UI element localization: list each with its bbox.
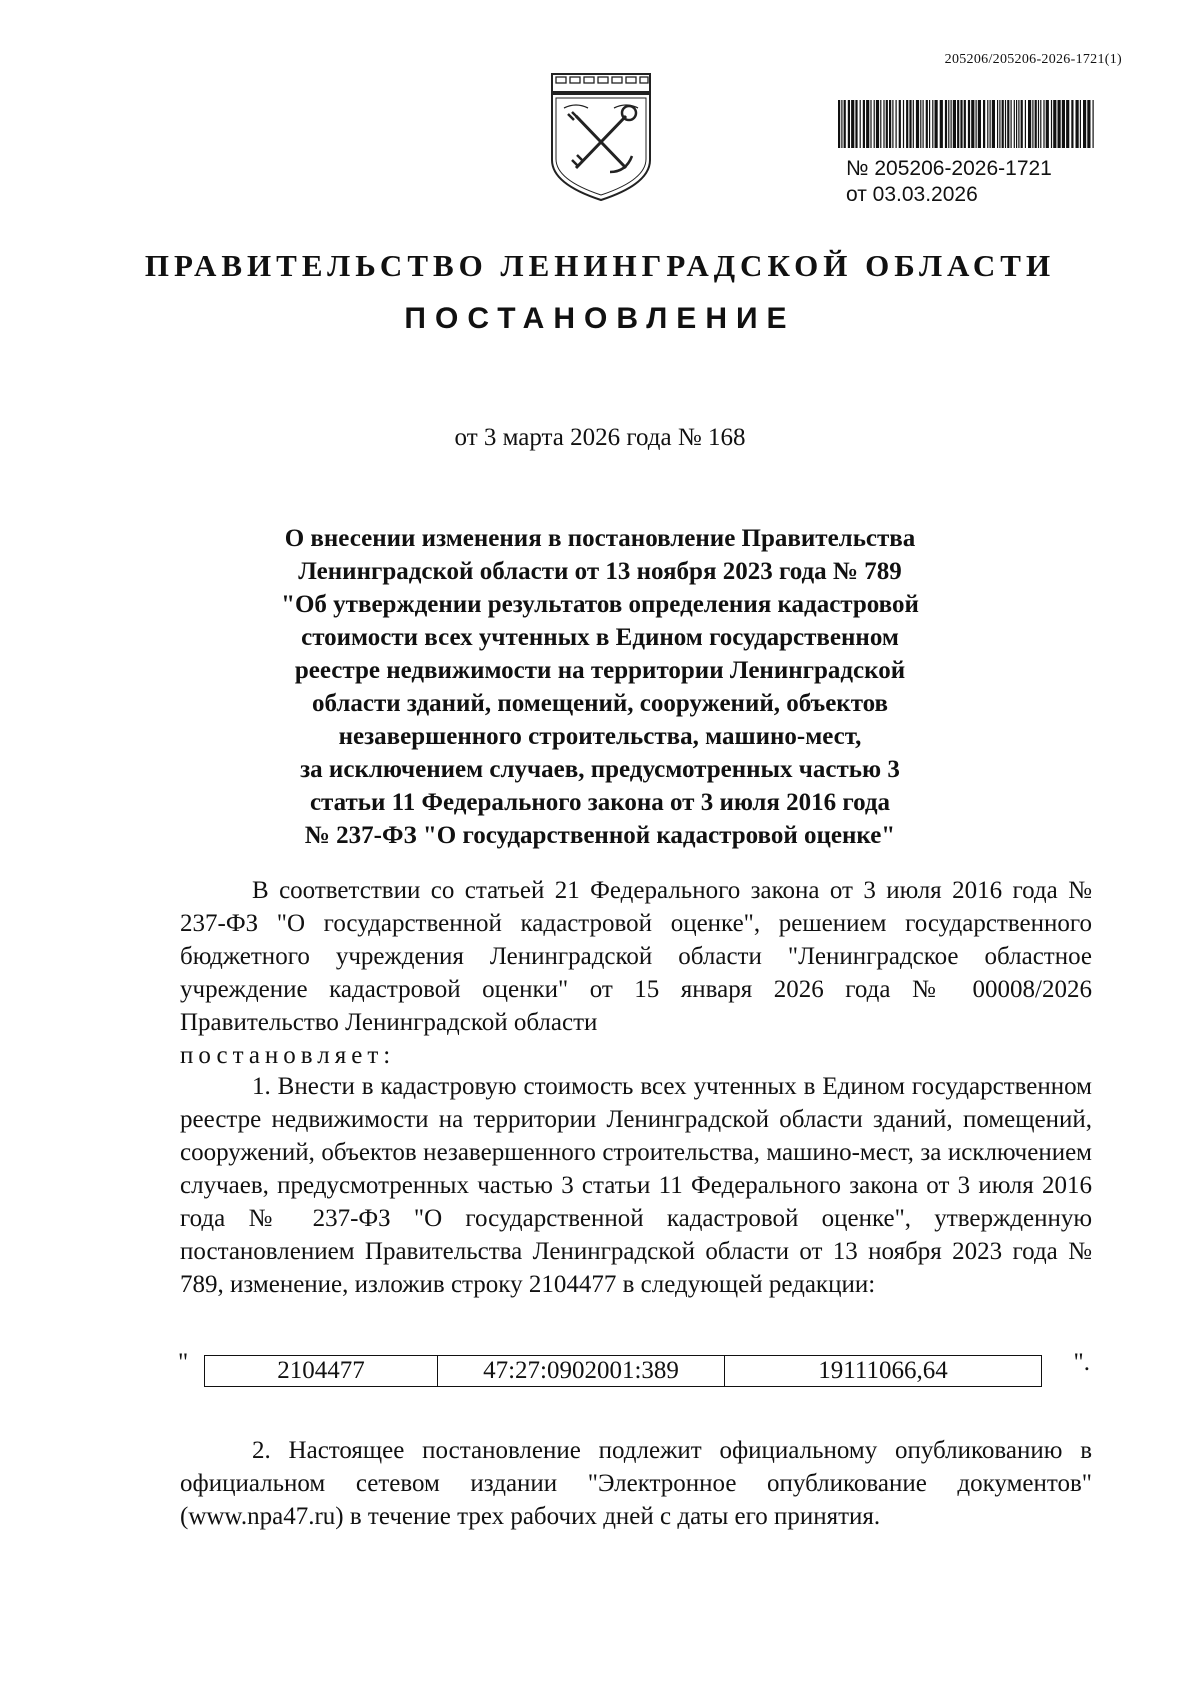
registration-block <box>846 156 1052 208</box>
registration-number: № 205206-2026-1721 <box>846 157 1052 180</box>
subject-line: статьи 11 Федерального закона от 3 июля 2016 года <box>309 789 891 816</box>
government-title: ПРАВИТЕЛЬСТВО ЛЕНИНГРАДСКОЙ ОБЛАСТИ <box>144 248 1056 283</box>
subject-line: Ленинградской области от 13 ноября 2023 года № 789 <box>298 558 902 585</box>
subject-line: "Об утверждении результатов определения кадастровой <box>281 591 919 618</box>
subject-line: реестре недвижимости на территории Ленинградской <box>294 657 906 684</box>
row-number-cell: 2104477 <box>205 1356 438 1387</box>
document-date-number: от 3 марта 2026 года № 168 <box>454 424 746 451</box>
cadastral-value-cell: 19111066,64 <box>725 1356 1042 1387</box>
document-type: ПОСТАНОВЛЕНИЕ <box>404 302 796 335</box>
cadastral-number-cell: 47:27:0902001:389 <box>438 1356 725 1387</box>
subject-line: О внесении изменения в постановление Правительства <box>284 525 916 552</box>
amendment-table <box>178 1349 1090 1387</box>
subject-line: незавершенного строительства, машино-мест, <box>338 723 862 750</box>
subject-line: области зданий, помещений, сооружений, объектов <box>311 690 889 717</box>
decree-word: постановляет: <box>180 1042 396 1069</box>
cadastral-table <box>204 1355 1042 1387</box>
barcode-icon <box>838 100 1096 148</box>
document-id: 205206/205206-2026-1721(1) <box>944 52 1122 67</box>
subject-line: за исключением случаев, предусмотренных частью 3 <box>300 756 900 783</box>
registration-date: от 03.03.2026 <box>846 183 978 206</box>
subject-line: стоимости всех учтенных в Едином государственном <box>301 624 899 651</box>
subject-line: № 237-ФЗ "О государственной кадастровой оценке" <box>304 822 896 849</box>
preamble-text: В соответствии со статьей 21 Федерального закона от 3 июля 2016 года № 237-ФЗ "О государственной кадастровой оценке", решением государственного бюджетного учреждения Ленинградской области "Ленинградское областное учреждение кадастровой оценки" от 15 января 2026 года № 00008/2026 Правительство Ленинградской области <box>180 877 1092 1036</box>
table-quote-open: " <box>178 1349 189 1376</box>
item-2-paragraph: 2. Настоящее постановление подлежит официальному опубликованию в официальном сетевом издании "Электронное опубликование документов" (www.npa47.ru) в течение трех рабочих дней с даты его принятия. <box>180 1437 1092 1530</box>
document-subject <box>200 522 1000 852</box>
table-row <box>205 1356 1042 1387</box>
coat-of-arms-icon <box>546 68 656 204</box>
item-1-paragraph: 1. Внести в кадастровую стоимость всех учтенных в Едином государственном реестре недвижимости на территории Ленинградской области зданий, помещений, сооружений, объектов незавершенного строительства, машино-мест, за исключением случаев, предусмотренных частью 3 статьи 11 Федерального закона от 3 июля 2016 года № 237-ФЗ "О государственной кадастровой оценке", утвержденную постановлением Правительства Ленинградской области от 13 ноября 2023 года № 789, изменение, изложив строку 2104477 в следующей редакции: <box>180 1073 1092 1298</box>
preamble-paragraph <box>180 874 1092 1072</box>
table-quote-close: ". <box>1073 1349 1090 1376</box>
